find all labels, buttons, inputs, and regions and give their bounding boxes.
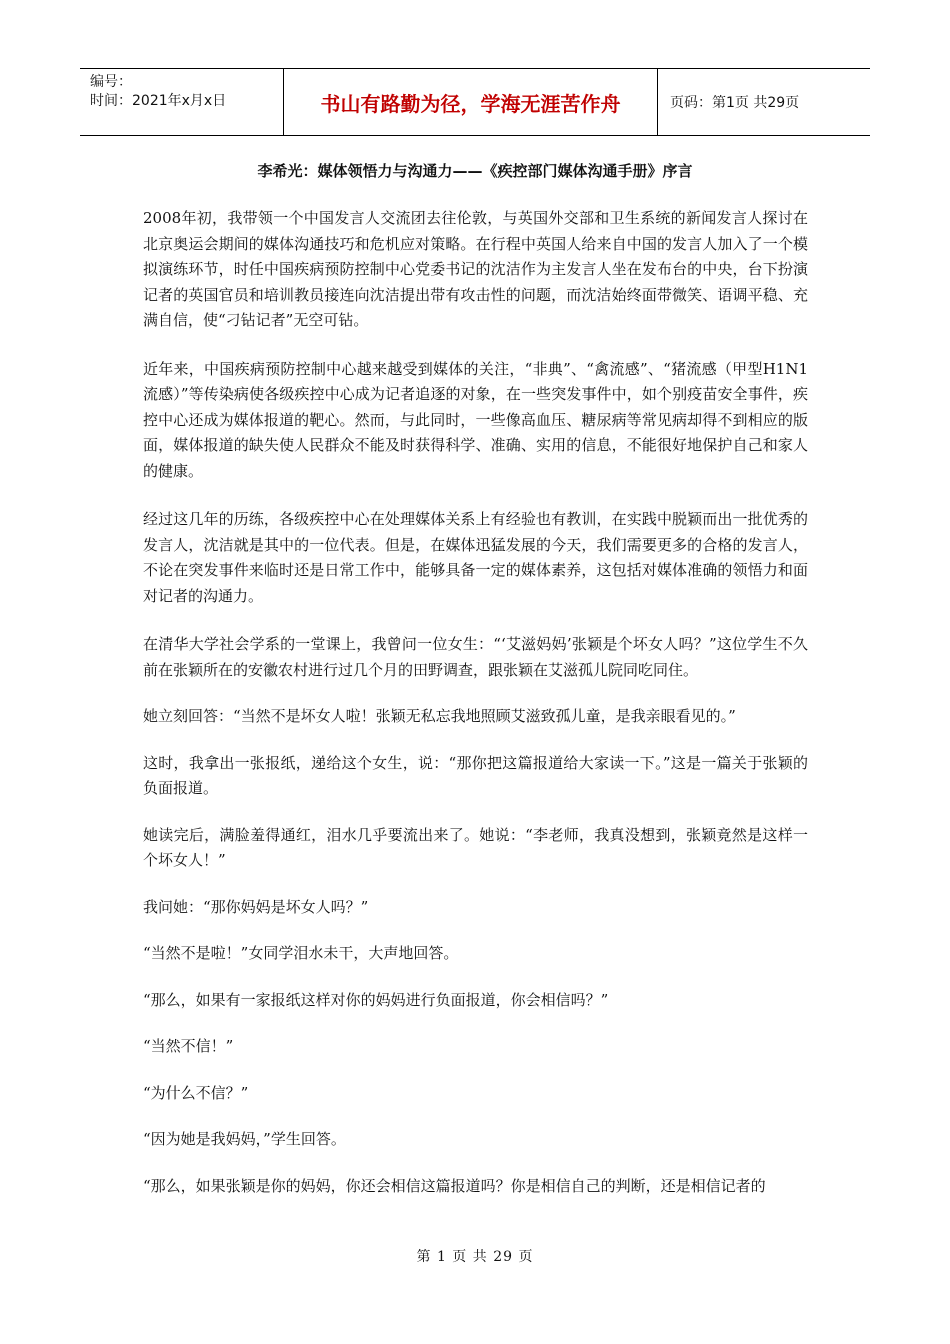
- paragraph: 这时，我拿出一张报纸，递给这个女生，说：“那你把这篇报道给大家读一下。”这是一篇关于张颖的负面报道。: [143, 753, 808, 797]
- document-body: [143, 206, 808, 1220]
- page-footer: 第 1 页 共 29 页: [416, 1249, 534, 1265]
- paragraph: “当然不是啦！”女同学泪水未干，大声地回答。: [143, 944, 459, 962]
- paragraph: 我问她：“那你妈妈是坏女人吗？”: [143, 897, 369, 916]
- paragraph: “为什么不信？”: [143, 1083, 249, 1102]
- header-motto: 书山有路勤为径，学海无涯苦作舟: [320, 91, 621, 116]
- header-page-info: 页码：第1页 共29页: [670, 95, 800, 111]
- paragraph: “因为她是我妈妈，”学生回答。: [143, 1130, 346, 1148]
- paragraph: 在清华大学社会学系的一堂课上，我曾问一位女生：“‘艾滋妈妈’张颖是个坏女人吗？”这位学生不久前在张颖所在的安徽农村进行过几个月的田野调查，跟张颖在艾滋孤儿院同吃同住。: [143, 635, 808, 679]
- paragraph: 经过这几年的历练，各级疾控中心在处理媒体关系上有经验也有教训，在实践中脱颖而出一批优秀的发言人，沈洁就是其中的一位代表。但是，在媒体迅猛发展的今天，我们需要更多的合格的发言人，不论在突发事件来临时还是日常工作中，能够具备一定的媒体素养，这包括对媒体准确的领悟力和面对记者的沟通力。: [143, 510, 808, 605]
- header-meta-cell: [80, 69, 283, 135]
- paragraph: “当然不信！”: [143, 1037, 234, 1055]
- header-motto-cell: [283, 69, 658, 135]
- paragraph: “那么，如果张颖是你的妈妈，你还会相信这篇报道吗？你是相信自己的判断，还是相信记者的: [143, 1176, 766, 1195]
- header-page-cell: [658, 69, 870, 135]
- paragraph: 近年来，中国疾病预防控制中心越来越受到媒体的关注，“非典”、“禽流感”、“猪流感（甲型H1N1流感）”等传染病使各级疾控中心成为记者追逐的对象，在一些突发事件中，如个别疫苗安全事件，疾控中心还成为媒体报道的靶心。然而，与此同时，一些像高血压、糖尿病等常见病却得不到相应的版面，媒体报道的缺失使人民群众不能及时获得科学、准确、实用的信息，不能很好地保护自己和家人的健康。: [143, 359, 808, 480]
- document-date-label: 时间：2021年x月x日: [90, 93, 227, 109]
- paragraph: 她读完后，满脸羞得通红，泪水几乎要流出来了。她说：“李老师，我真没想到，张颖竟然是这样一个坏女人！”: [143, 825, 808, 869]
- document-title: 李希光：媒体领悟力与沟通力——《疾控部门媒体沟通手册》序言: [257, 162, 693, 180]
- paragraph: “那么，如果有一家报纸这样对你的妈妈进行负面报道，你会相信吗？”: [143, 990, 609, 1009]
- document-number-label: 编号：: [90, 74, 132, 90]
- paragraph: 2008年初，我带领一个中国发言人交流团去往伦敦，与英国外交部和卫生系统的新闻发言人探讨在北京奥运会期间的媒体沟通技巧和危机应对策略。在行程中英国人给来自中国的发言人加入了一个模拟演练环节，时任中国疾病预防控制中心党委书记的沈洁作为主发言人坐在发布台的中央，台下扮演记者的英国官员和培训教员接连向沈洁提出带有攻击性的问题，而沈洁始终面带微笑、语调平稳、充满自信，使“刁钻记者”无空可钻。: [143, 209, 808, 329]
- paragraph: 她立刻回答：“当然不是坏女人啦！张颖无私忘我地照顾艾滋致孤儿童，是我亲眼看见的。”: [143, 707, 736, 725]
- header-table: [80, 68, 870, 136]
